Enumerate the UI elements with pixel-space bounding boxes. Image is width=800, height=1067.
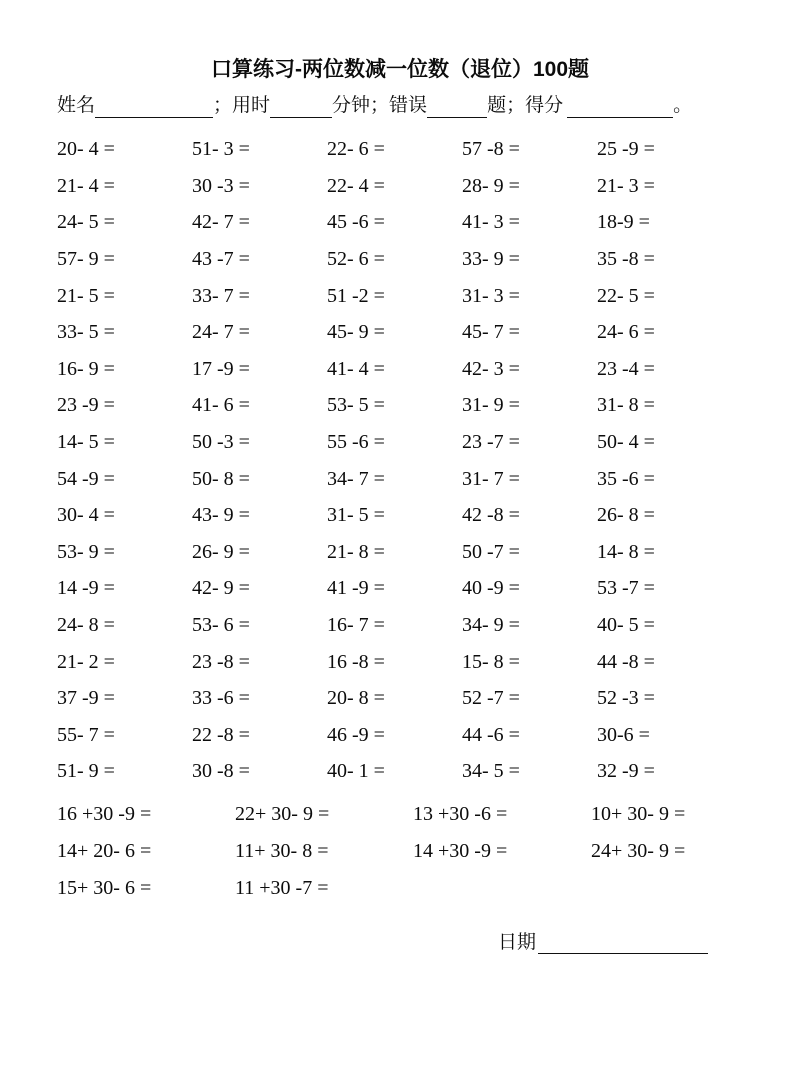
problem-cell[interactable]: 52 -7 =	[462, 687, 520, 710]
problem-cell[interactable]: 42- 7 =	[192, 211, 250, 234]
problem-cell[interactable]: 34- 9 =	[462, 613, 520, 636]
problem-cell[interactable]: 31- 5 =	[327, 504, 385, 527]
problem-cell[interactable]: 42 -8 =	[462, 504, 520, 527]
problem-cell[interactable]: 31- 7 =	[462, 467, 520, 490]
problem-cell[interactable]: 32 -9 =	[597, 760, 655, 783]
problem-cell[interactable]: 31- 8 =	[597, 394, 655, 417]
problem-cell[interactable]: 50- 8 =	[192, 467, 250, 490]
problem-cell[interactable]: 30- 4 =	[57, 504, 115, 527]
time-unit-label: 分钟	[332, 95, 371, 117]
problem-cell[interactable]: 30 -3 =	[192, 174, 250, 197]
problem-cell[interactable]: 16 -8 =	[327, 650, 385, 673]
problem-cell[interactable]: 54 -9 =	[57, 467, 115, 490]
problem-row	[57, 716, 780, 753]
page-title: 口算练习-两位数减一位数（退位）100题	[210, 58, 590, 81]
student-info-line	[0, 81, 800, 118]
three-term-problem-cell[interactable]: 14 +30 -9 =	[413, 840, 508, 863]
three-term-problem-cell[interactable]: 15+ 30- 6 =	[57, 877, 152, 900]
problem-cell[interactable]: 43 -7 =	[192, 247, 250, 270]
date-footer	[0, 927, 800, 954]
three-term-problem-cell[interactable]: 13 +30 -6 =	[413, 803, 508, 826]
problem-cell[interactable]: 30 -8 =	[192, 760, 250, 783]
problem-cell[interactable]: 40 -9 =	[462, 577, 520, 600]
problem-cell[interactable]: 43- 9 =	[192, 504, 250, 527]
problem-row	[57, 607, 780, 644]
problem-cell[interactable]: 33- 5 =	[57, 321, 115, 344]
problem-cell[interactable]: 50 -7 =	[462, 540, 520, 563]
problem-row	[57, 643, 780, 680]
three-term-problem-cell[interactable]: 11 +30 -7 =	[235, 877, 329, 900]
problem-row	[57, 570, 780, 607]
problem-cell[interactable]: 35 -6 =	[597, 467, 655, 490]
problem-row	[57, 167, 780, 204]
problem-row	[57, 753, 780, 790]
problem-row	[57, 350, 780, 387]
problem-cell[interactable]: 21- 3 =	[597, 174, 655, 197]
problem-row	[57, 241, 780, 278]
problem-cell[interactable]: 42- 3 =	[462, 357, 520, 380]
problem-row	[57, 533, 780, 570]
problem-cell[interactable]: 33 -6 =	[192, 687, 250, 710]
problem-cell[interactable]: 53- 6 =	[192, 613, 250, 636]
problem-cell[interactable]: 51- 9 =	[57, 760, 115, 783]
problem-cell[interactable]: 57- 9 =	[57, 247, 115, 270]
problem-cell[interactable]: 31- 3 =	[462, 284, 520, 307]
three-term-problem-row	[57, 833, 800, 870]
date-blank[interactable]	[538, 936, 708, 954]
problem-cell[interactable]: 45- 7 =	[462, 321, 520, 344]
problem-cell[interactable]: 55 -6 =	[327, 430, 385, 453]
problem-cell[interactable]: 53- 9 =	[57, 540, 115, 563]
problem-cell[interactable]: 23 -9 =	[57, 394, 115, 417]
problem-cell[interactable]: 34- 5 =	[462, 760, 520, 783]
info-separator-1: ；用时	[213, 95, 271, 117]
problem-cell[interactable]: 16- 9 =	[57, 357, 115, 380]
problem-cell[interactable]: 30-6 =	[597, 723, 650, 746]
problem-cell[interactable]: 55- 7 =	[57, 723, 115, 746]
problem-row	[57, 424, 780, 461]
problem-cell[interactable]: 52 -3 =	[597, 687, 655, 710]
problem-row	[57, 277, 780, 314]
problem-cell[interactable]: 20- 4 =	[57, 138, 115, 161]
problem-cell[interactable]: 33- 9 =	[462, 247, 520, 270]
problem-cell[interactable]: 14 -9 =	[57, 577, 115, 600]
info-period: 。	[673, 95, 693, 117]
problem-cell[interactable]: 21- 4 =	[57, 174, 115, 197]
problem-row	[57, 460, 780, 497]
problem-cell[interactable]: 35 -8 =	[597, 247, 655, 270]
problem-cell[interactable]: 53- 5 =	[327, 394, 385, 417]
problem-cell[interactable]: 52- 6 =	[327, 247, 385, 270]
problem-cell[interactable]: 51- 3 =	[192, 138, 250, 161]
problem-cell[interactable]: 41- 6 =	[192, 394, 250, 417]
problem-cell[interactable]: 25 -9 =	[597, 138, 655, 161]
problem-cell[interactable]: 22- 5 =	[597, 284, 655, 307]
problem-cell[interactable]: 14- 8 =	[597, 540, 655, 563]
problem-cell[interactable]: 34- 7 =	[327, 467, 385, 490]
problem-row	[57, 680, 780, 717]
problem-cell[interactable]: 31- 9 =	[462, 394, 520, 417]
problem-row	[57, 314, 780, 351]
info-separator-2: ；错误	[370, 95, 428, 117]
problem-cell[interactable]: 45 -6 =	[327, 211, 385, 234]
name-label: 姓名	[57, 95, 96, 117]
three-term-problem-cell[interactable]: 16 +30 -9 =	[57, 803, 152, 826]
problem-cell[interactable]: 37 -9 =	[57, 687, 115, 710]
problem-cell[interactable]: 18-9 =	[597, 211, 650, 234]
problem-cell[interactable]: 50- 4 =	[597, 430, 655, 453]
problem-cell[interactable]: 44 -8 =	[597, 650, 655, 673]
info-separator-3: ；得分	[506, 95, 564, 117]
problem-cell[interactable]: 21- 5 =	[57, 284, 115, 307]
problem-cell[interactable]: 26- 8 =	[597, 504, 655, 527]
problem-cell[interactable]: 33- 7 =	[192, 284, 250, 307]
problem-cell[interactable]: 21- 8 =	[327, 540, 385, 563]
problem-cell[interactable]: 40- 5 =	[597, 613, 655, 636]
problem-cell[interactable]: 17 -9 =	[192, 357, 250, 380]
three-term-problem-cell[interactable]: 24+ 30- 9 =	[591, 840, 686, 863]
problem-cell[interactable]: 46 -9 =	[327, 723, 385, 746]
wrong-unit-label: 题	[487, 95, 507, 117]
time-blank[interactable]	[270, 100, 332, 118]
problem-cell[interactable]: 23 -7 =	[462, 430, 520, 453]
problem-cell[interactable]: 45- 9 =	[327, 321, 385, 344]
problem-cell[interactable]: 15- 8 =	[462, 650, 520, 673]
problem-cell[interactable]: 51 -2 =	[327, 284, 385, 307]
problem-cell[interactable]: 23 -4 =	[597, 357, 655, 380]
name-blank[interactable]	[95, 100, 213, 118]
three-term-problem-grid	[0, 796, 800, 907]
problem-cell[interactable]: 24- 6 =	[597, 321, 655, 344]
problem-cell[interactable]: 14- 5 =	[57, 430, 115, 453]
problem-cell[interactable]: 22- 6 =	[327, 138, 385, 161]
problem-cell[interactable]: 50 -3 =	[192, 430, 250, 453]
problem-row	[57, 131, 780, 168]
problem-cell[interactable]: 41- 3 =	[462, 211, 520, 234]
problem-cell[interactable]: 53 -7 =	[597, 577, 655, 600]
wrong-count-blank[interactable]	[427, 100, 487, 118]
three-term-problem-cell[interactable]: 14+ 20- 6 =	[57, 840, 152, 863]
problem-cell[interactable]: 22- 4 =	[327, 174, 385, 197]
three-term-problem-cell[interactable]: 11+ 30- 8 =	[235, 840, 329, 863]
problem-cell[interactable]: 57 -8 =	[462, 138, 520, 161]
problem-cell[interactable]: 24- 7 =	[192, 321, 250, 344]
problem-row	[57, 497, 780, 534]
problem-cell[interactable]: 41- 4 =	[327, 357, 385, 380]
problem-cell[interactable]: 44 -6 =	[462, 723, 520, 746]
problem-cell[interactable]: 23 -8 =	[192, 650, 250, 673]
problem-row	[57, 387, 780, 424]
problem-cell[interactable]: 28- 9 =	[462, 174, 520, 197]
problem-grid	[0, 131, 800, 790]
problem-cell[interactable]: 41 -9 =	[327, 577, 385, 600]
score-blank[interactable]	[567, 100, 673, 118]
problem-row	[57, 204, 780, 241]
problem-cell[interactable]: 22 -8 =	[192, 723, 250, 746]
problem-cell[interactable]: 26- 9 =	[192, 540, 250, 563]
problem-cell[interactable]: 42- 9 =	[192, 577, 250, 600]
problem-cell[interactable]: 21- 2 =	[57, 650, 115, 673]
three-term-problem-cell[interactable]: 22+ 30- 9 =	[235, 803, 330, 826]
problem-cell[interactable]: 20- 8 =	[327, 687, 385, 710]
problem-cell[interactable]: 24- 8 =	[57, 613, 115, 636]
three-term-problem-row	[57, 796, 800, 833]
three-term-problem-cell[interactable]: 10+ 30- 9 =	[591, 803, 686, 826]
problem-cell[interactable]: 40- 1 =	[327, 760, 385, 783]
date-label: 日期	[497, 931, 536, 953]
problem-cell[interactable]: 16- 7 =	[327, 613, 385, 636]
problem-cell[interactable]: 24- 5 =	[57, 211, 115, 234]
three-term-problem-row	[57, 870, 800, 907]
